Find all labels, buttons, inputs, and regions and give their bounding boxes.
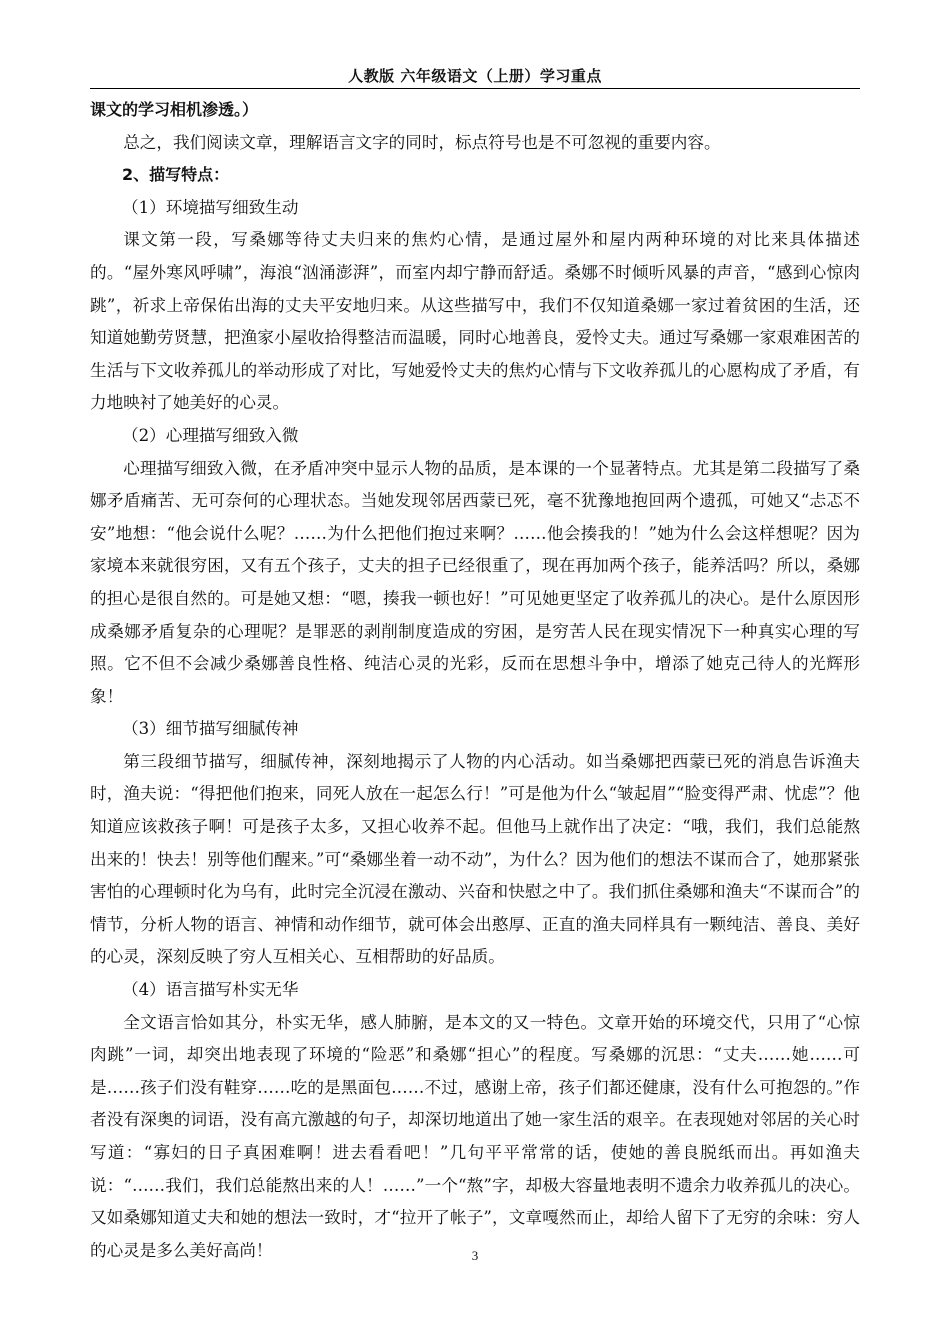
header-divider xyxy=(90,88,860,89)
summary-paragraph: 总之，我们阅读文章，理解语言文字的同时，标点符号也是不可忽视的重要内容。 xyxy=(123,132,721,152)
subsection-body-3: 第三段细节描写，细腻传神，深刻地揭示了人物的内心活动。如当桑娜把西蒙已死的消息告诉渔夫时，渔夫说：“得把他们抱来，同死人放在一起怎么行！”可是他为什么“皱起眉”“脸变得严肃、忧虑”？他知道应该救孩子啊！可是孩子太多，又担心收养不起。但他马上就作出了决定：“哦，我们，我们总能熬出来的！快去！别等他们醒来。”可“桑娜坐着一动不动”，为什么？因为他们的想法不谋而合了，她那紧张害怕的心理顿时化为乌有，此时完全沉浸在激动、兴奋和快慰之中了。我们抓住桑娜和渔夫“不谋而合”的情节，分析人物的语言、神情和动作细节，就可体会出憨厚、正直的渔夫同样具有一颗纯洁、善良、美好的心灵，深刻反映了穷人互相关心、互相帮助的好品质。 xyxy=(90,751,860,967)
section-heading: 2、描写特点： xyxy=(122,165,230,185)
subsection-body-1: 课文第一段，写桑娜等待丈夫归来的焦灼心情，是通过屋外和屋内两种环境的对比来具体描述的。“屋外寒风呼啸”，海浪“汹涌澎湃”，而室内却宁静而舒适。桑娜不时倾听风暴的声音，“感到心惊肉跳”，祈求上帝保佑出海的丈夫平安地归来。从这些描写中，我们不仅知道桑娜一家过着贫困的生活，还知道她勤劳贤慧，把渔家小屋收拾得整洁而温暖，同时心地善良，爱怜丈夫。通过写桑娜一家艰难困苦的生活与下文收养孤儿的举动形成了对比，写她爱怜丈夫的焦灼心情与下文收养孤儿的心愿构成了矛盾，有力地映衬了她美好的心灵。 xyxy=(90,230,860,413)
page-header-title: 人教版 六年级语文（上册）学习重点 xyxy=(348,67,602,85)
subsection-body-4: 全文语言恰如其分，朴实无华，感人肺腑，是本文的又一特色。文章开始的环境交代，只用了“心惊肉跳”一词，却突出地表现了环境的“险恶”和桑娜“担心”的程度。写桑娜的沉思：“丈夫……她……可是……孩子们没有鞋穿……吃的是黑面包……不过，感谢上帝，孩子们都还健康，没有什么可抱怨的。”作者没有深奥的词语，没有高亢激越的句子，却深切地道出了她一家生活的艰辛。在表现她对邻居的关心时写道：“寡妇的日子真困难啊！进去看看吧！”几句平平常常的话，使她的善良脱纸而出。再如渔夫说：“……我们，我们总能熬出来的人！……”一个“熬”字，却极大容量地表明不遗余力收养孤儿的决心。又如桑娜知道丈夫和她的想法一致时，才“拉开了帐子”，文章嘎然而止，却给人留下了无穷的余味：穷人的心灵是多么美好高尚！ xyxy=(90,1012,860,1260)
page-number: 3 xyxy=(471,1248,479,1263)
subsection-body-2: 心理描写细致入微，在矛盾冲突中显示人物的品质，是本课的一个显著特点。尤其是第二段描写了桑娜矛盾痛苦、无可奈何的心理状态。当她发现邻居西蒙已死，毫不犹豫地抱回两个遗孤，可她又“忐忑不安”地想：“他会说什么呢？……为什么把他们抱过来啊？……他会揍我的！”她为什么会这样想呢？因为家境本来就很穷困，又有五个孩子，丈夫的担子已经很重了，现在再加两个孩子，能养活吗？所以，桑娜的担心是很自然的。可是她又想：“嗯，揍我一顿也好！”可见她更坚定了收养孤儿的决心。是什么原因形成桑娜矛盾复杂的心理呢？是罪恶的剥削制度造成的穷困，是穷苦人民在现实情况下一种真实心理的写照。它不但不会减少桑娜善良性格、纯洁心灵的光彩，反而在思想斗争中，增添了她克己待人的光辉形象！ xyxy=(90,458,860,706)
subsection-heading-1: （1）环境描写细致生动 xyxy=(122,197,299,217)
subsection-heading-2: （2）心理描写细致入微 xyxy=(122,425,299,445)
continuation-line: 课文的学习相机渗透。） xyxy=(90,100,259,119)
subsection-heading-3: （3）细节描写细腻传神 xyxy=(122,719,299,739)
subsection-heading-4: （4）语言描写朴实无华 xyxy=(122,980,299,1000)
document-body xyxy=(90,94,860,1267)
